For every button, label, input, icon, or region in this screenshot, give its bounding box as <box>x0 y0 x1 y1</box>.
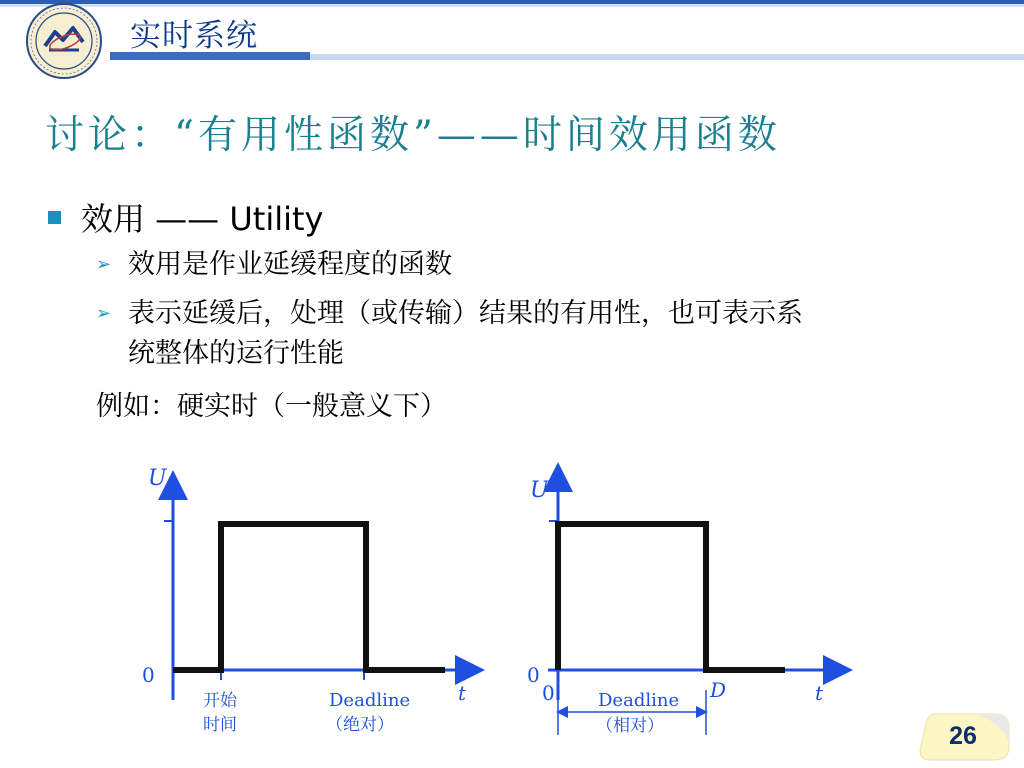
right-utility-curve <box>558 524 785 670</box>
left-utility-curve <box>173 524 445 670</box>
sub-bullet-text-cont: 统整体的运行性能 <box>128 338 344 369</box>
square-bullet-icon <box>48 211 61 224</box>
right-deadline-note: （相对） <box>596 716 664 736</box>
sub-bullet-1 <box>96 246 452 286</box>
header-title: 实时系统 <box>130 18 258 54</box>
header-stripe <box>0 4 1024 7</box>
left-x-label: t <box>458 681 467 705</box>
right-x-label: t <box>815 681 824 705</box>
right-y-label: U <box>530 478 549 503</box>
left-y-label: U <box>148 466 167 491</box>
arrow-bullet-icon: ➢ <box>96 254 112 275</box>
start-label-1: 开始 <box>203 691 237 711</box>
right-diagram <box>527 477 838 736</box>
sub-bullet-2 <box>96 295 803 372</box>
left-deadline-note: （绝对） <box>326 715 394 735</box>
left-zero-label: 0 <box>142 663 155 687</box>
example-text: 例如：硬实时（一般意义下） <box>96 391 447 422</box>
right-zero-x-label: 0 <box>542 681 555 705</box>
start-label-2: 时间 <box>203 715 237 735</box>
left-diagram <box>142 466 470 735</box>
bullet-text: 效用 —— Utility <box>81 200 324 238</box>
bullet-utility <box>48 194 323 240</box>
right-deadline-label: Deadline <box>598 690 680 711</box>
university-logo <box>25 2 103 80</box>
sub-bullet-text: 表示延缓后，处理（或传输）结果的有用性，也可表示系 <box>128 298 803 329</box>
right-zero-y-label: 0 <box>527 663 540 687</box>
header-underline <box>310 54 1024 60</box>
d-label: D <box>710 678 727 702</box>
arrow-bullet-icon: ➢ <box>96 303 112 324</box>
page-number: 26 <box>949 722 977 750</box>
sub-bullet-text: 效用是作业延缓程度的函数 <box>128 249 452 280</box>
left-deadline-label: Deadline <box>329 690 411 711</box>
slide-title: 讨论：“有用性函数”——时间效用函数 <box>45 113 781 158</box>
